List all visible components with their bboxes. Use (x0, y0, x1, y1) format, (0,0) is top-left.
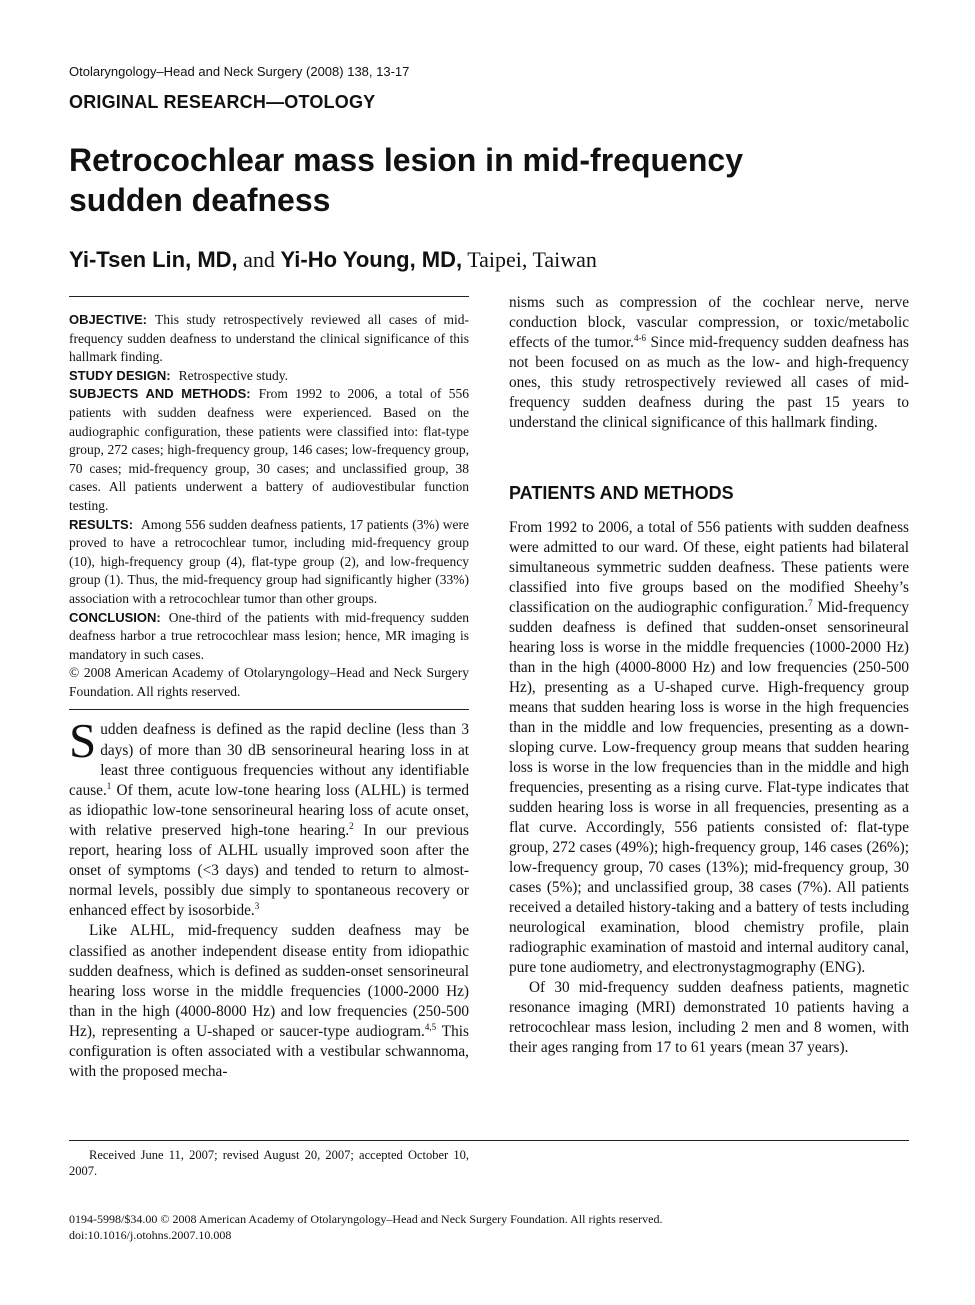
citation-ref: 4,5 (424, 1021, 437, 1032)
abstract-bottom-rule (69, 709, 469, 710)
methods-paragraph-2: Of 30 mid-frequency sudden deafness patients, magnetic resonance imaging (MRI) demonstrated 10 patients having a retrocochlear mass lesion, including 2 men and 8 women, with their ages ranging from 17 to 61 years (mean 37 years). (509, 979, 909, 1056)
abstract (69, 297, 469, 709)
footer-copyright (69, 1211, 662, 1243)
design-text: Retrospective study. (178, 367, 288, 383)
intro-text: This configuration is often associated with a vestibular schwannoma, with the proposed mecha- (69, 1022, 469, 1081)
methods-paragraph-1 (509, 518, 909, 978)
citation-ref: 1 (106, 780, 112, 791)
abstract-design (69, 367, 469, 386)
citation-ref: 3 (254, 901, 260, 912)
citation-ref: 7 (808, 597, 813, 608)
abstract-subjects (69, 385, 469, 515)
received-note (69, 1147, 469, 1179)
introduction (69, 713, 469, 1082)
intro-paragraph-1 (69, 713, 469, 921)
conclusion-text: One-third of the patients with mid-frequency sudden deafness harbor a true retrocochlear mass lesion; hence, MR imaging is mandatory in such cases. (69, 609, 469, 662)
intro-text: Of them, acute low-tone hearing loss (ALHL) is termed as idiopathic low-tone sensorineural hearing loss of acute onset, with relative preserved high-tone hearing. (69, 781, 469, 839)
journal-citation: Otolaryngology–Head and Neck Surgery (2008) 138, 13-17 (69, 64, 410, 79)
abstract-conclusion (69, 609, 469, 665)
body-text: Since mid-frequency sudden deafness has not been focused on as much as the low- and high-frequency ones, this study retrospectively reviewed all cases of mid-frequency sudden deafness during the past 15 years to understand the clinical significance of this hallmark finding. (509, 334, 910, 431)
intro-paragraph-2 (69, 921, 469, 1082)
intro-text: Like ALHL, mid-frequency sudden deafness may be classified as another independent disease entity from idiopathic sudden deafness, which is defined as sudden-onset sensorineural hearing loss worse in the middle frequencies (1000-2000 Hz) than in the high (4000-8000 Hz) and low frequencies (250-500 Hz), representing a U-shaped or saucer-type audiogram. (69, 922, 469, 1040)
drop-cap: S (69, 713, 97, 769)
intro-text: udden deafness is defined as the rapid decline (less than 3 days) of more than 30 dB sensorineural hearing loss in at least three contiguous frequencies without any identifiable cause. (69, 721, 469, 799)
subjects-label: SUBJECTS AND METHODS: (69, 386, 251, 402)
left-column (69, 296, 469, 1082)
objective-label: OBJECTIVE: (69, 312, 148, 327)
doi-line: doi:10.1016/j.otohns.2007.10.008 (69, 1228, 232, 1242)
authors-line (69, 247, 597, 273)
author-conjunction: and (243, 247, 275, 272)
citation-ref: 2 (349, 820, 354, 831)
design-label: STUDY DESIGN: (69, 367, 171, 383)
abstract-copyright: © 2008 American Academy of Otolaryngology–Head and Neck Surgery Foundation. All rights reserved. (69, 665, 469, 699)
citation-ref: 4-6 (634, 332, 646, 343)
intro-text: In our previous report, hearing loss of ALHL usually improved soon after the onset of symptoms (<3 days) and tended to return to almost-normal levels, possibly due simply to spontaneous recovery or enhanced effect by isosorbide. (69, 821, 469, 920)
received-text: Received June 11, 2007; revised August 20, 2007; accepted October 10, 2007. (69, 1148, 469, 1178)
intro-continuation (509, 293, 909, 433)
footer-rule (69, 1140, 909, 1141)
abstract-results (69, 516, 469, 609)
results-text: Among 556 sudden deafness patients, 17 patients (3%) were proved to have a retrocochlear tumor, including mid-frequency group (10), high-frequency group (4), flat-type group (2), and low-frequency group (1). Thus, the mid-frequency group had significantly higher (33%) association with a retrocochlear tumor than other groups. (69, 516, 469, 606)
section-label: ORIGINAL RESEARCH—OTOLOGY (69, 92, 376, 112)
objective-text: This study retrospectively reviewed all cases of mid-frequency sudden deafness to understand the clinical significance of this hallmark finding. (69, 312, 469, 365)
body-text: From 1992 to 2006, a total of 556 patients with sudden deafness were admitted to our ward. Of these, eight patients had bilateral simultaneous symmetric sudden deafness. These patients were classified into five groups based on the modified Sheehy’s classification on the audiographic configuration. (509, 519, 909, 616)
methods-heading: PATIENTS AND METHODS (509, 483, 734, 503)
body-text: Mid-frequency sudden deafness is defined that sudden-onset sensorineural hearing loss is worse in the middle frequencies (1000-2000 Hz) than in the high (4000-8000 Hz) and low frequencies (250-500 Hz), presenting as a U-shaped curve. High-frequency group means that sudden hearing loss is worse in the high frequencies than in the middle and low frequencies, presenting as a down-sloping curve. Low-frequency group means that sudden hearing loss is worse in the low frequencies than in the middle and high frequencies, presenting as a rising curve. Flat-type indicates that sudden hearing loss is worse in all frequencies, presenting as a flat curve. Accordingly, 556 patients consisted of: flat-type group, 272 cases (49%); high-frequency group, 146 cases (26%); low-frequency group, 70 cases (13%); mid-frequency group, 30 cases (5%); and unclassified group, 38 cases (7%). All patients received a detailed history-taking and a battery of tests including neurological examination, blood chemistry profile, plain radiographic examination of mastoid and internal auditory canal, pure tone audiometry, and electronystagmography (ENG). (509, 599, 909, 976)
conclusion-label: CONCLUSION: (69, 609, 161, 625)
article-title: Retrocochlear mass lesion in mid-frequency sudden deafness (69, 142, 743, 218)
copyright-line: 0194-5998/$34.00 © 2008 American Academy of Otolaryngology–Head and Neck Surgery Foundation. All rights reserved. (69, 1212, 663, 1226)
author-lin: Yi-Tsen Lin, MD, (69, 247, 238, 272)
right-column (509, 293, 909, 1058)
body-text: nisms such as compression of the cochlear nerve, nerve conduction block, vascular compression, or toxic/metabolic effects of the tumor. (509, 294, 909, 351)
author-young: Yi-Ho Young, MD, (280, 247, 463, 272)
abstract-objective (69, 311, 469, 367)
subjects-text: From 1992 to 2006, a total of 556 patients with sudden deafness were experienced. Based on the audiographic configuration, these patients were classified into: flat-type group, 272 cases; high-frequency group, 146 cases; low-frequency group, 70 cases; mid-frequency group, 30 cases; and unclassified group, 38 cases. All patients underwent a battery of audiovestibular function testing. (69, 386, 469, 513)
author-location: Taipei, Taiwan (467, 247, 597, 272)
results-label: RESULTS: (69, 516, 134, 532)
